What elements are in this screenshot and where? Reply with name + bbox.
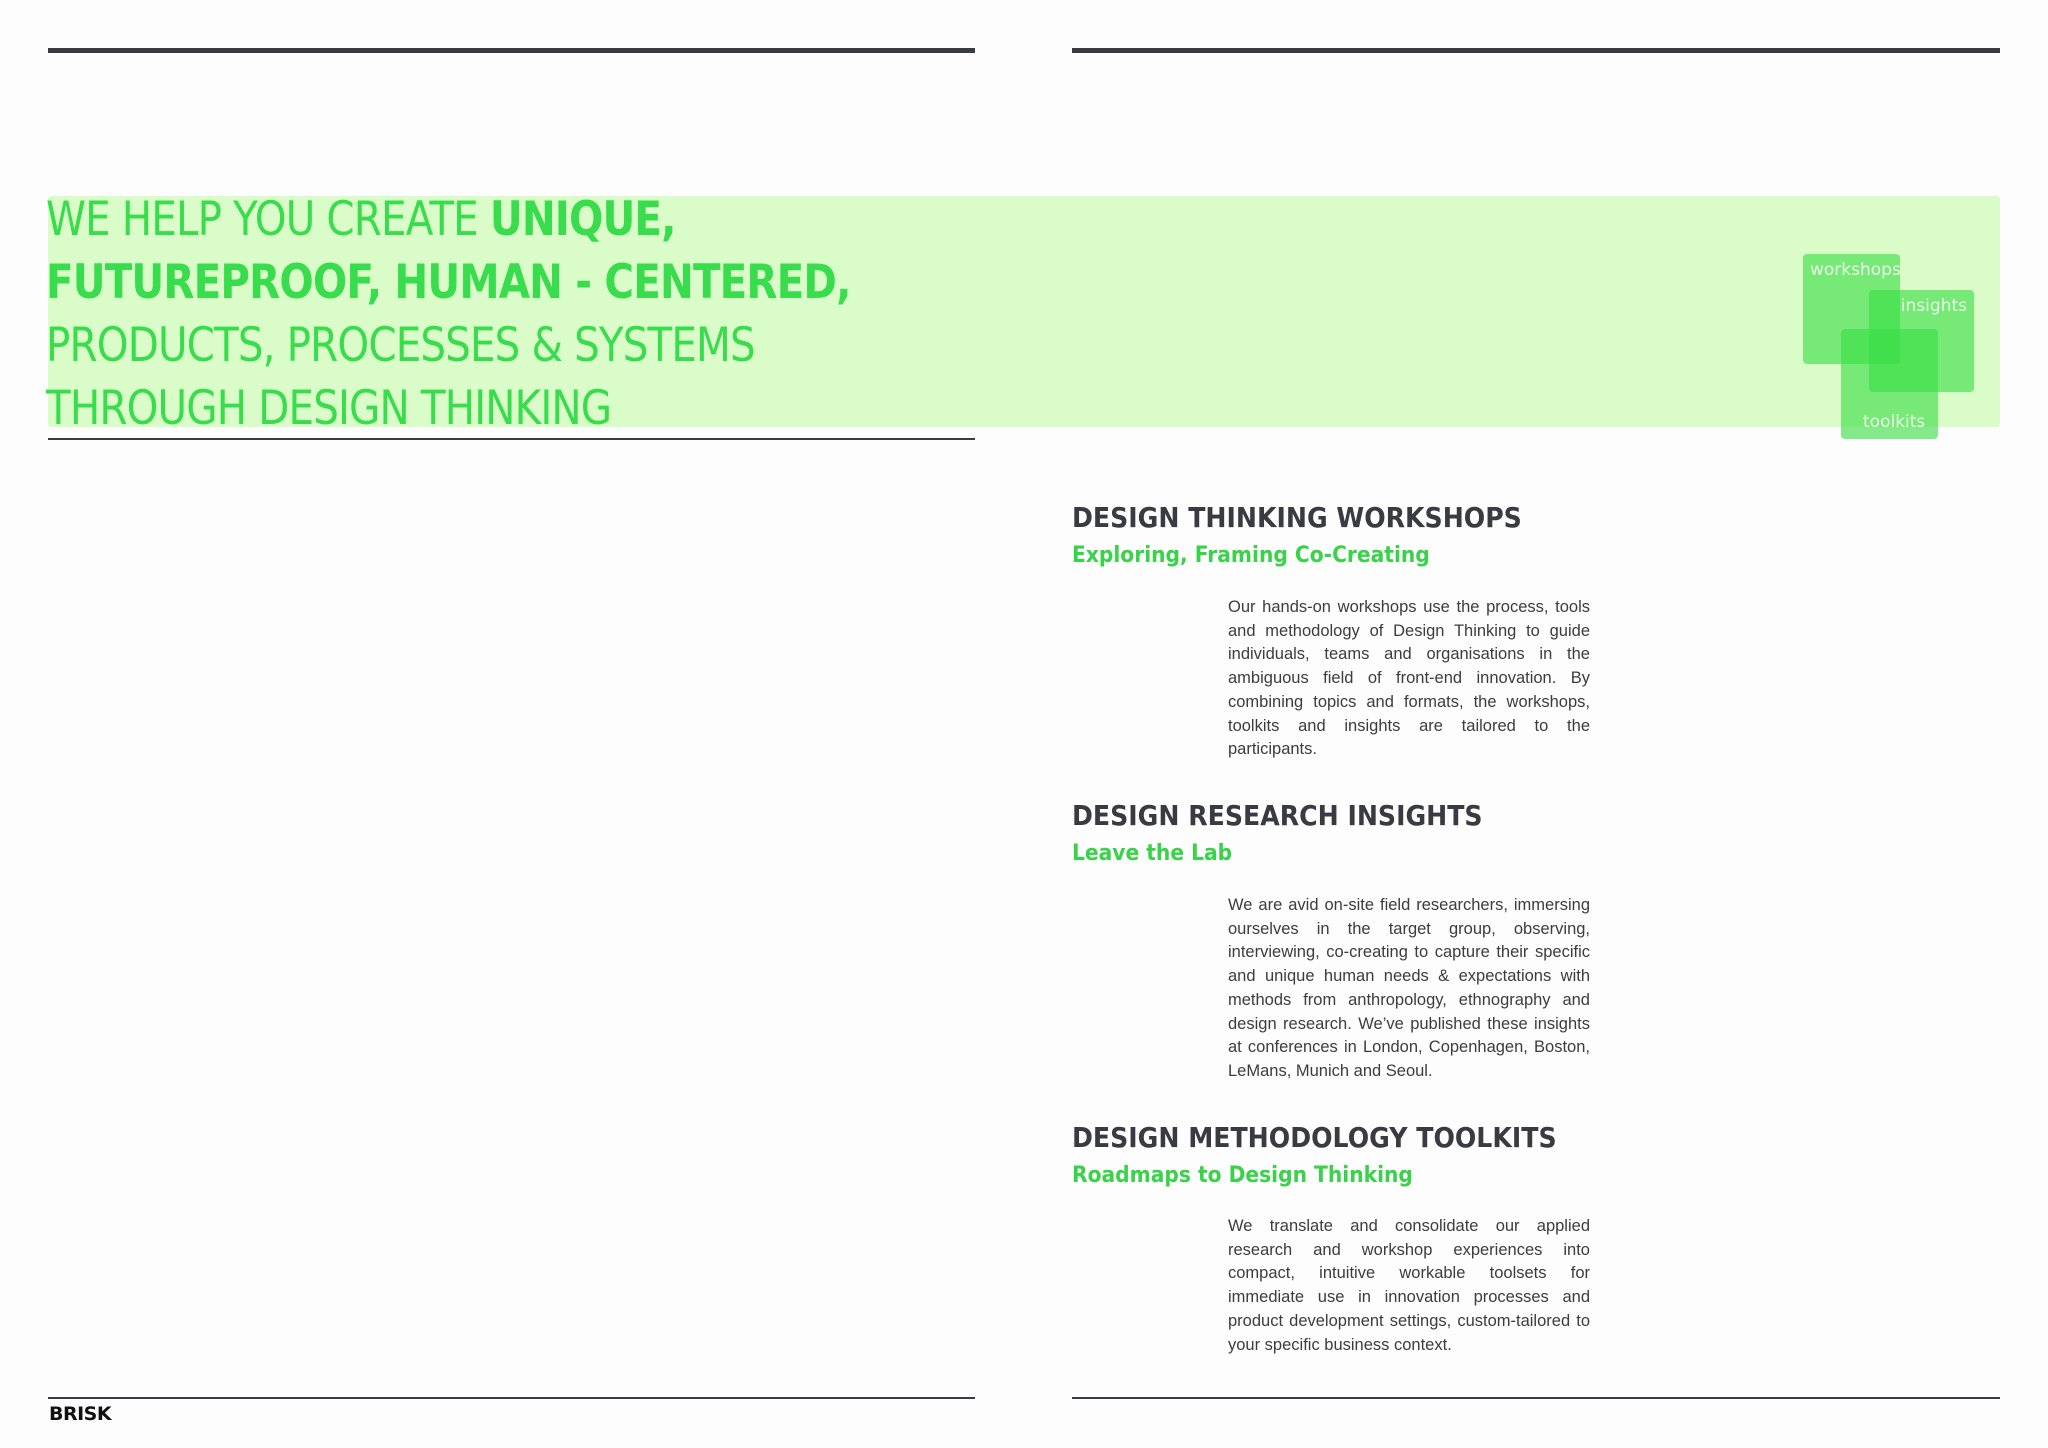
toolkits-label: toolkits [1863, 412, 1926, 432]
headline-line-3: PRODUCTS, PROCESSES & SYSTEMS [46, 318, 755, 373]
bottom-rule-left [48, 1397, 975, 1399]
headline-line-2-bold: FUTUREPROOF, HUMAN - CENTERED, [46, 255, 851, 310]
headline-line-4: THROUGH DESIGN THINKING [46, 381, 612, 436]
section-subtitle-toolkits: Roadmaps to Design Thinking [1072, 1163, 1413, 1188]
toolkits-square [1841, 329, 1938, 439]
headline-line-1 [46, 188, 872, 251]
top-rule-right [1072, 48, 2000, 53]
section-title-insights: DESIGN RESEARCH INSIGHTS [1072, 799, 1483, 832]
headline [46, 188, 872, 440]
top-rule-left [48, 48, 975, 53]
workshops-label: workshops [1810, 260, 1901, 280]
section-body-workshops: Our hands-on workshops use the process, tools and methodology of Design Thinking to guide individuals, teams and organisations in the ambiguous field of front-end innovation. By combining topics and formats, the workshops, toolkits and insights are tailored to the participants. [1228, 598, 1590, 759]
headline-underline [48, 438, 975, 440]
section-subtitle-workshops: Exploring, Framing Co-Creating [1072, 543, 1430, 568]
headline-line-2 [46, 251, 872, 314]
section-body-insights: We are avid on-site field researchers, immersing ourselves in the target group, observing, interviewing, co-creating to capture their specific and unique human needs & expectations with methods from anthropology, ethnography and design research. We’ve published these insights at conferences in London, Copenhagen, Boston, LeMans, Munich and Seoul. [1228, 896, 1590, 1080]
section-body-toolkits: We translate and consolidate our applied research and workshop experiences into compact, intuitive workable toolsets for immediate use in innovation processes and product development settings, custom-tailored to your specific business context. [1228, 1217, 1590, 1354]
section-title-workshops: DESIGN THINKING WORKSHOPS [1072, 501, 1522, 534]
headline-line-1-bold: UNIQUE, [489, 192, 676, 247]
bottom-rule-right [1072, 1397, 2000, 1399]
headline-line-1-light: WE HELP YOU CREATE [46, 192, 490, 247]
insights-label: insights [1900, 296, 1967, 316]
section-subtitle-insights: Leave the Lab [1072, 841, 1233, 866]
brand-logo: BRISK [49, 1403, 112, 1425]
section-title-toolkits: DESIGN METHODOLOGY TOOLKITS [1072, 1121, 1557, 1154]
